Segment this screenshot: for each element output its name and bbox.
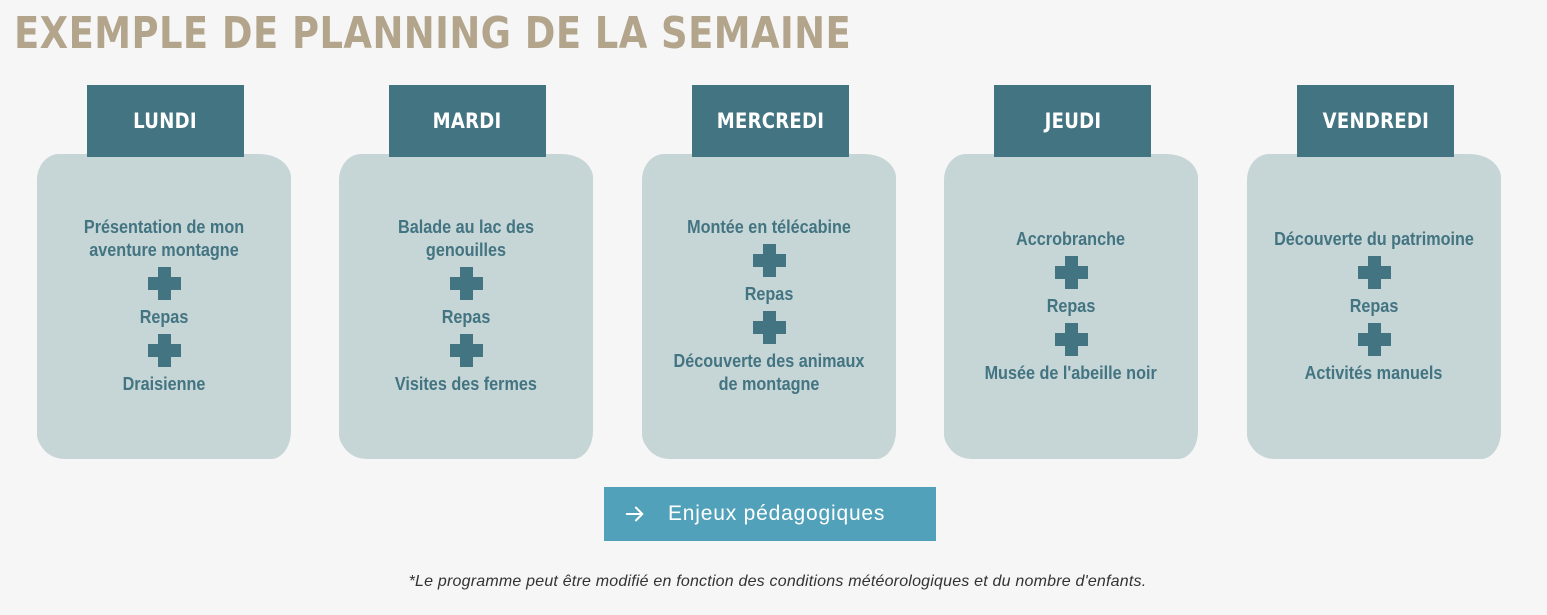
day-card-lundi <box>38 155 290 457</box>
activity-2: Repas <box>441 307 491 327</box>
page-title: EXEMPLE DE PLANNING DE LA SEMAINE <box>14 8 852 59</box>
plus-icon <box>1055 323 1088 356</box>
day-tab-mercredi <box>692 85 849 157</box>
plus-icon <box>753 244 786 277</box>
day-column-lundi <box>38 85 294 460</box>
day-column-vendredi <box>1248 85 1504 460</box>
plus-icon <box>148 267 181 300</box>
plus-icon <box>450 267 483 300</box>
activity-1: Accrobranche <box>1016 228 1126 249</box>
day-label: JEUDI <box>1044 109 1101 133</box>
day-card-mardi <box>340 155 592 457</box>
day-card-vendredi <box>1248 155 1500 457</box>
day-tab-vendredi <box>1297 85 1454 157</box>
enjeux-pedagogiques-button[interactable] <box>604 487 936 541</box>
activity-3: Découverte des animaux de montagne <box>673 351 865 394</box>
day-tab-mardi <box>389 85 546 157</box>
plus-icon <box>1358 323 1391 356</box>
plus-icon <box>450 334 483 367</box>
activity-1: Découverte du patrimoine <box>1274 228 1474 249</box>
arrow-right-icon <box>624 503 646 525</box>
day-label: LUNDI <box>133 109 198 133</box>
activity-2: Repas <box>1349 295 1399 316</box>
day-card-jeudi <box>945 155 1197 457</box>
day-label: MERCREDI <box>716 109 825 133</box>
activity-1: Montée en télécabine <box>687 217 851 237</box>
plus-icon <box>1055 256 1088 289</box>
activity-3: Visites des fermes <box>394 374 537 394</box>
activity-3: Draisienne <box>122 374 206 394</box>
activity-3: Musée de l'abeille noir <box>984 362 1158 383</box>
day-column-mercredi <box>643 85 899 460</box>
button-label: Enjeux pédagogiques <box>668 502 886 525</box>
activity-1: Balade au lac des genouilles <box>398 217 534 260</box>
activity-2: Repas <box>139 307 189 327</box>
day-label: MARDI <box>433 109 502 133</box>
plus-icon <box>148 334 181 367</box>
day-tab-lundi <box>87 85 244 157</box>
day-column-mardi <box>340 85 596 460</box>
footnote: *Le programme peut être modifié en fonction des conditions météorologiques et du nombre d'enfants. <box>408 573 1147 590</box>
day-column-jeudi <box>945 85 1201 460</box>
activity-1: Présentation de mon aventure montagne <box>83 217 245 260</box>
activity-2: Repas <box>1046 295 1096 316</box>
day-tab-jeudi <box>994 85 1151 157</box>
day-card-mercredi <box>643 155 895 457</box>
plus-icon <box>753 311 786 344</box>
plus-icon <box>1358 256 1391 289</box>
activity-3: Activités manuels <box>1305 362 1443 383</box>
activity-2: Repas <box>744 284 794 304</box>
day-label: VENDREDI <box>1322 109 1429 133</box>
